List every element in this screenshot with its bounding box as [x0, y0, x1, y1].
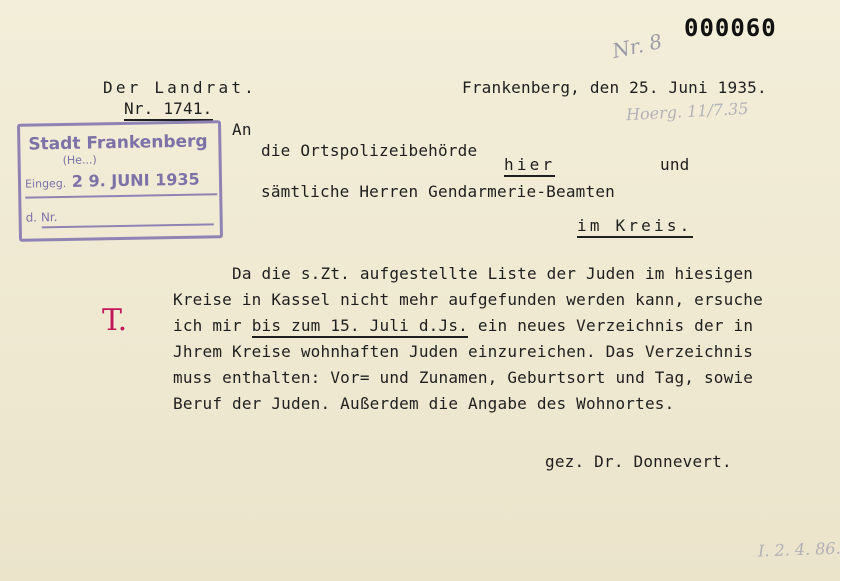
recipient-and: und [660, 155, 690, 174]
place-date: Frankenberg, den 25. Juni 1935. [462, 78, 767, 97]
handwritten-note-top-right: Nr. 8 [610, 29, 665, 63]
stamp-number-label: d. Nr. [25, 210, 58, 225]
recipient-gendarmerie: sämtliche Herren Gendarmerie-Beamten [261, 182, 615, 201]
stamp-received-label: Eingeg. [24, 176, 67, 191]
sender: Der Landrat. [103, 78, 257, 97]
stamp-bottom-line [42, 223, 214, 228]
body-line-4: Jhrem Kreise wohnhaften Juden einzureichen. Das Verzeichnis [173, 342, 754, 361]
body-line-3-start: ich mir [173, 316, 242, 335]
red-mark: T. [102, 303, 128, 338]
deadline-underlined: bis zum 15. Juli d.Js. [252, 316, 468, 338]
recipient-police: die Ortspolizeibehörde [261, 141, 478, 160]
body-line-5: muss enthalten: Vor= und Zunamen, Geburtsort und Tag, sowie [173, 368, 754, 387]
stamp-city: Stadt Frankenberg [28, 131, 208, 155]
body-line-1: Da die s.Zt. aufgestellte Liste der Juden im hiesigen [232, 264, 754, 283]
body-line-3-end: ein neues Verzeichnis der in [477, 316, 754, 335]
received-stamp [17, 120, 223, 242]
stamp-subline: (He...) [62, 153, 97, 167]
stamp-divider [25, 193, 217, 198]
to-label: An [232, 120, 252, 139]
handwritten-note-right: Hoerg. 11/7.35 [625, 98, 749, 125]
body-line-2: Kreise in Kassel nicht mehr aufgefunden werden kann, ersuche [173, 290, 763, 309]
stamp-date-row [25, 170, 200, 192]
signature: gez. Dr. Donnevert. [545, 452, 732, 471]
reference-number: Nr. 1741. [124, 99, 213, 121]
recipient-here: hier [504, 155, 555, 177]
body-line-3 [173, 316, 753, 335]
recipient-district: im Kreis. [577, 216, 693, 238]
stamp-date: 2 9. JUNI 1935 [71, 169, 200, 191]
document-number: 000060 [684, 14, 777, 42]
page-edge [840, 0, 850, 581]
body-line-6: Beruf der Juden. Außerdem die Angabe des Wohnortes. [173, 394, 675, 413]
handwritten-note-bottom-right: I. 2. 4. 86. [757, 538, 841, 561]
